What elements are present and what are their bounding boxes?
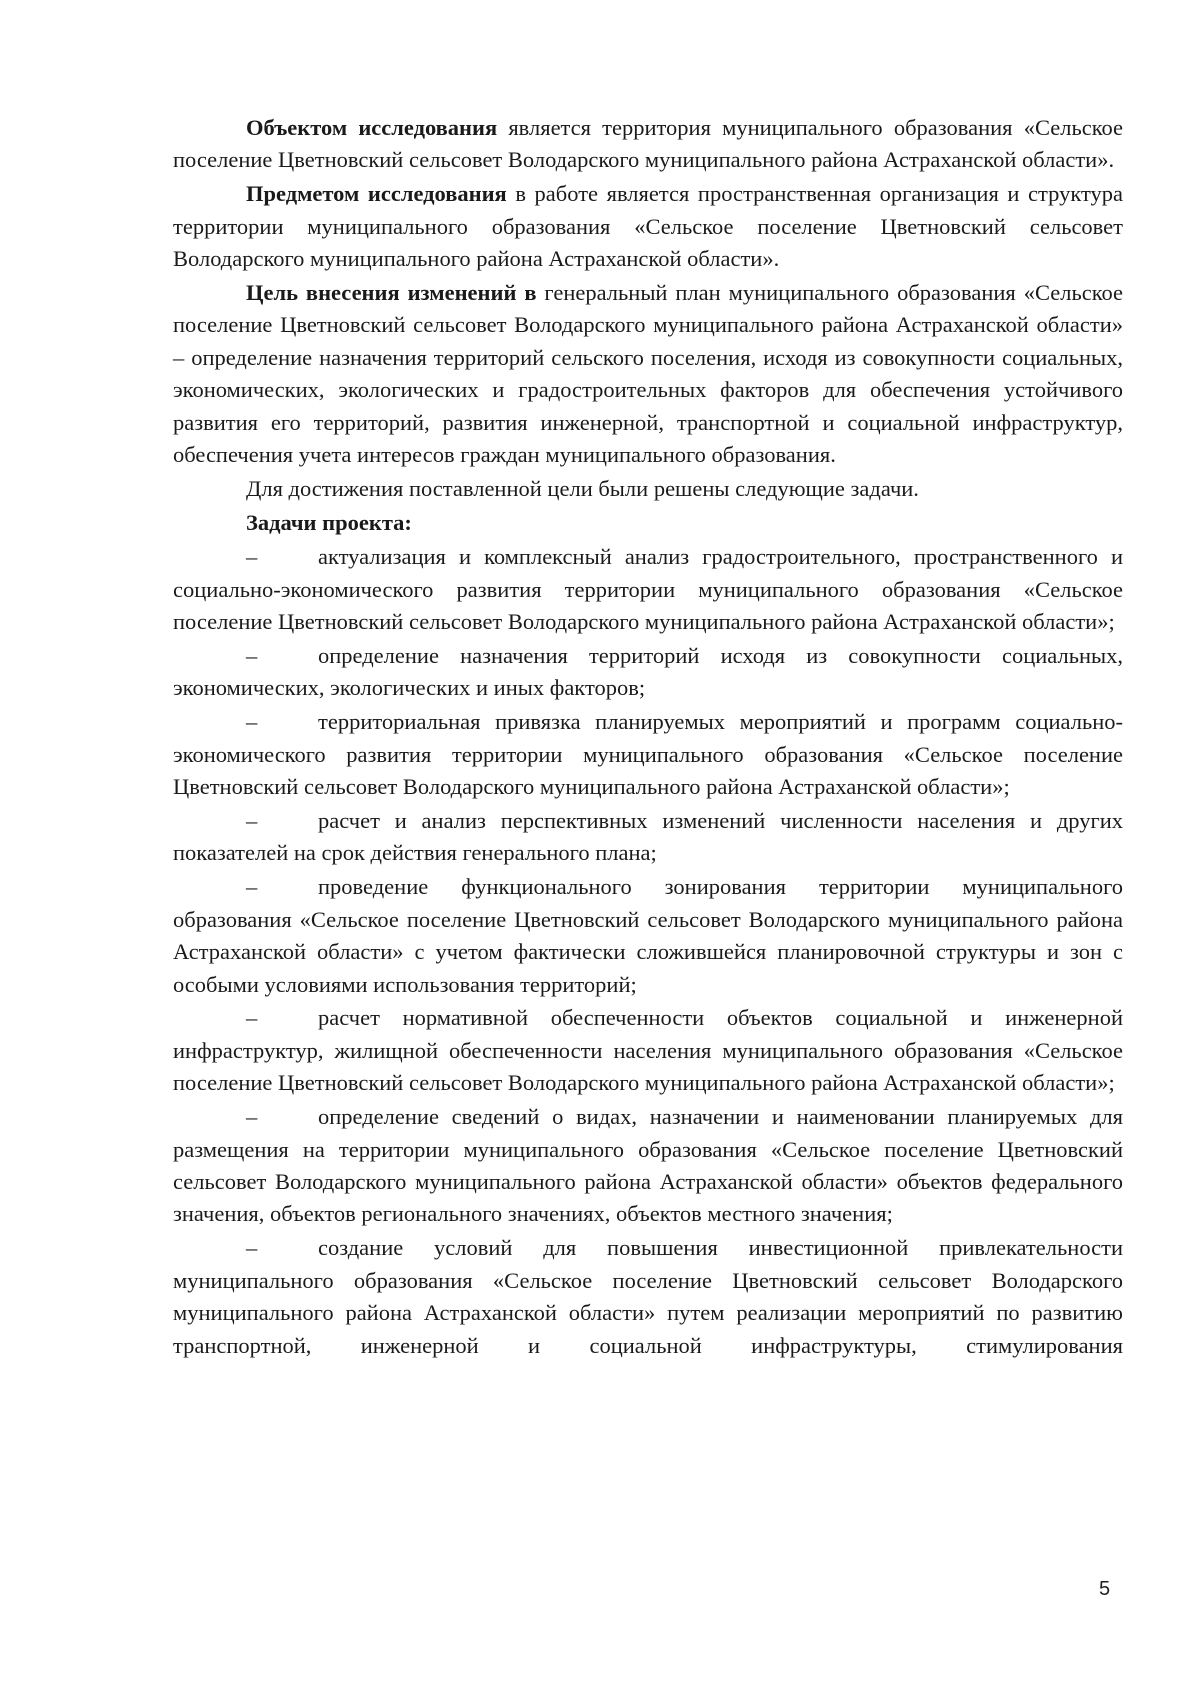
tasks-heading: Задачи проекта: xyxy=(246,509,412,535)
object-paragraph xyxy=(173,112,1123,177)
task-item xyxy=(173,871,1123,1001)
object-term: Объектом исследования xyxy=(246,115,498,140)
task-text: определение назначения территорий исходя из совокупности социальных, экономических, экологических и иных факторов; xyxy=(173,643,1123,701)
task-item xyxy=(173,1101,1123,1231)
task-item xyxy=(173,541,1123,638)
goal-term: Цель внесения изменений в xyxy=(246,280,537,306)
task-text: определение сведений о видах, назначении и наименовании планируемых для размещения на территории муниципального образования «Сельское поселение Цветновский сельсовет Володарского муниципального района Астраханской области» объектов федерального значения, объектов регионального значениях, объектов местного значения; xyxy=(173,1104,1123,1227)
task-item xyxy=(173,640,1123,705)
dash-marker: – xyxy=(246,1235,258,1261)
dash-marker: – xyxy=(246,1104,258,1130)
subject-text: в работе является пространственная организация и структура территории муниципального образования «Сельское поселение Цветновский сельсовет Володарского муниципального района Астраханской области». xyxy=(173,181,1123,272)
task-item xyxy=(173,805,1123,870)
dash-marker: – xyxy=(246,808,258,834)
task-item xyxy=(173,1232,1123,1362)
page-number: 5 xyxy=(1099,1578,1111,1600)
task-item xyxy=(173,706,1123,803)
object-text: является территория муниципального образования «Сельское поселение Цветновский сельсовет Володарского муниципального района Астраханской области». xyxy=(173,115,1123,173)
intro-paragraph: Для достижения поставленной цели были решены следующие задачи. xyxy=(246,475,919,501)
task-text: расчет нормативной обеспеченности объектов социальной и инженерной инфраструктур, жилищной обеспеченности населения муниципального образования «Сельское поселение Цветновский сельсовет Володарского муниципального района Астраханской области»; xyxy=(173,1005,1123,1096)
task-item xyxy=(173,1002,1123,1099)
task-text: проведение функционального зонирования территории муниципального образования «Сельское поселение Цветновский сельсовет Володарского муниципального района Астраханской области» с учетом фактически сложившейся планировочной структуры и зон с особыми условиями использования территорий; xyxy=(173,874,1123,997)
document-page xyxy=(173,112,1123,1363)
dash-marker: – xyxy=(246,1005,258,1031)
task-text: создание условий для повышения инвестиционной привлекательности муниципального образования «Сельское поселение Цветновский сельсовет Володарского муниципального района Астраханской области» путем реализации мероприятий по развитию транспортной, инженерной и социальной инфраструктуры, стимулирования xyxy=(173,1235,1123,1358)
task-text: актуализация и комплексный анализ градостроительного, пространственного и социально-экономического развития территории муниципального образования «Сельское поселение Цветновский сельсовет Володарского муниципального района Астраханской области»; xyxy=(173,544,1123,635)
dash-marker: – xyxy=(246,643,258,668)
dash-marker: – xyxy=(246,874,258,900)
task-text: территориальная привязка планируемых мероприятий и программ социально-экономического развития территории муниципального образования «Сельское поселение Цветновский сельсовет Володарского муниципального района Астраханской области»; xyxy=(173,709,1123,800)
dash-marker: – xyxy=(246,544,258,570)
goal-paragraph xyxy=(173,277,1123,471)
goal-text: генеральный план муниципального образования «Сельское поселение Цветновский сельсовет Володарского муниципального района Астраханской области» – определение назначения территорий сельского поселения, исходя из совокупности социальных, экономических, экологических и градостроительных факторов для обеспечения устойчивого развития его территорий, развития инженерной, транспортной и социальной инфраструктур, обеспечения учета интересов граждан муниципального образования. xyxy=(173,280,1123,468)
dash-marker: – xyxy=(246,709,258,735)
subject-term: Предметом исследования xyxy=(246,181,507,207)
subject-paragraph xyxy=(173,178,1123,275)
task-text: расчет и анализ перспективных изменений численности населения и других показателей на срок действия генерального плана; xyxy=(173,808,1123,866)
